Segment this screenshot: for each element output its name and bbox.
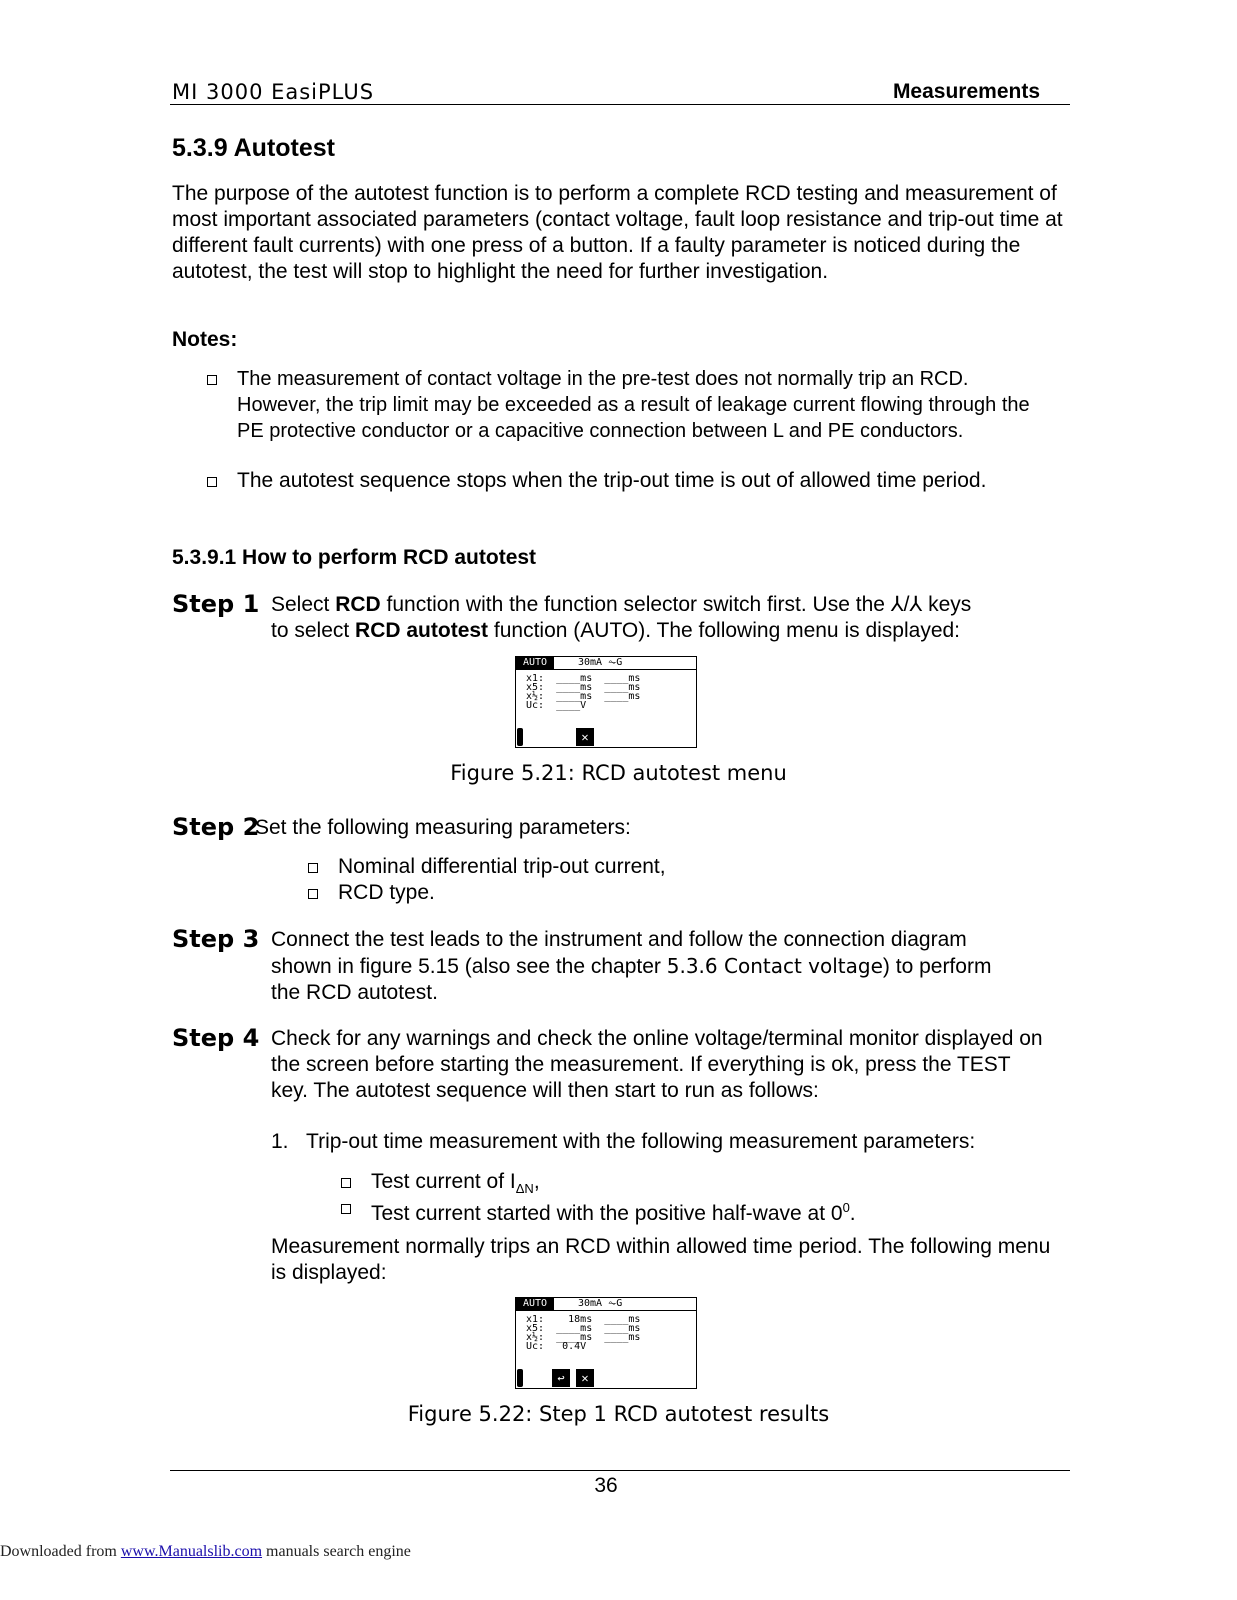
notes-label: Notes: — [172, 328, 238, 351]
header-rule — [170, 104, 1070, 105]
note-item: The autotest sequence stops when the trip-out time is out of allowed time period. — [237, 468, 1057, 494]
manualslib-link[interactable]: www.Manualslib.com — [120, 1543, 263, 1560]
battery-icon — [517, 1369, 523, 1387]
numbered-item: 1. Trip-out time measurement with the following measurement parameters: — [271, 1130, 976, 1153]
header-section: Measurements — [892, 80, 1040, 103]
section-title: 5.3.9 Autotest — [172, 134, 336, 162]
list-item: Nominal differential trip-out current, — [338, 854, 666, 880]
step-3-label: Step 3 — [172, 925, 260, 953]
lcd-screen-autotest-menu — [515, 656, 697, 748]
checkbox-bullet-icon — [341, 1204, 351, 1214]
chapter-reference: 5.3.6 Contact voltage — [666, 954, 883, 978]
step-4-result-text: Measurement normally trips an RCD within allowed time period. The following menu is displayed: — [271, 1235, 1051, 1284]
figure-caption: Figure 5.21: RCD autotest menu — [450, 761, 787, 785]
lcd-results: x1: ____ms ____ms x5: ____ms ____ms x½: ____ms ____ms Uc: ____V — [526, 673, 641, 711]
step-4-text: Check for any warnings and check the online voltage/terminal monitor displayed on the screen before starting the measurement. If everything is ok, press the TEST key. The autotest sequence will then start to run as follows: — [271, 1027, 1043, 1102]
page-number: 36 — [594, 1474, 618, 1497]
lcd-parameters: 30mA ⏦G — [578, 657, 623, 668]
step-3-text: Connect the test leads to the instrument and follow the connection diagram shown in figure 5.15 (also see the chapter 5.3.6 Contact voltage) to perform the RCD autotest. — [271, 928, 992, 1004]
figure-caption: Figure 5.22: Step 1 RCD autotest results — [407, 1402, 830, 1426]
list-item: RCD type. — [338, 880, 435, 906]
step-1-label: Step 1 — [172, 590, 260, 618]
rcd-trip-icon: ↩ — [552, 1369, 570, 1387]
lcd-screen-autotest-results — [515, 1297, 697, 1389]
checkbox-bullet-icon — [207, 375, 217, 385]
subsection-title: 5.3.9.1 How to perform RCD autotest — [172, 546, 537, 569]
step-2-text: Set the following measuring parameters: — [255, 816, 631, 839]
lcd-parameters: 30mA ⏦G — [578, 1298, 623, 1309]
footer-rule — [170, 1470, 1070, 1471]
test-icon: ✕ — [576, 1369, 594, 1387]
up-down-keys-icon: ⅄/⅄ — [890, 593, 923, 616]
list-item: Test current of $I_{\Delta N}$, — [371, 1169, 540, 1202]
step-2-label: Step 2 — [172, 813, 260, 841]
step-1-text: Select RCD function with the function selector switch first. Use the ⅄/⅄ keys to select RCD autotest function (AUTO). The following menu is displayed: — [271, 593, 972, 642]
checkbox-bullet-icon — [207, 477, 217, 487]
test-icon: ✕ — [576, 728, 594, 746]
download-footer: Downloaded from www.Manualslib.com manuals search engine — [0, 1543, 411, 1560]
checkbox-bullet-icon — [341, 1178, 351, 1188]
checkbox-bullet-icon — [308, 863, 318, 873]
checkbox-bullet-icon — [308, 889, 318, 899]
battery-icon — [517, 728, 523, 746]
step-4-label: Step 4 — [172, 1024, 260, 1052]
header-title: MI 3000 EasiPLUS — [172, 80, 375, 104]
lcd-results: x1: 18ms ____ms x5: ____ms ____ms x½: ____ms ____ms Uc: 0.4V — [526, 1314, 641, 1352]
intro-paragraph: The purpose of the autotest function is to perform a complete RCD testing and measurement of most important associated parameters (contact voltage, fault loop resistance and trip-out time at different fault currents) with one press of a button. If a faulty parameter is noticed during the autotest, the test will stop to highlight the need for further investigation. — [172, 182, 1063, 283]
lcd-mode: AUTO — [516, 657, 554, 669]
note-item: The measurement of contact voltage in the pre-test does not normally trip an RCD. However, the trip limit may be exceeded as a result of leakage current flowing through the PE protective conductor or a capacitive connection between L and PE conductors. — [237, 366, 1037, 444]
lcd-mode: AUTO — [516, 1298, 554, 1310]
list-item: Test current started with the positive half-wave at $0^0$. — [371, 1195, 856, 1227]
